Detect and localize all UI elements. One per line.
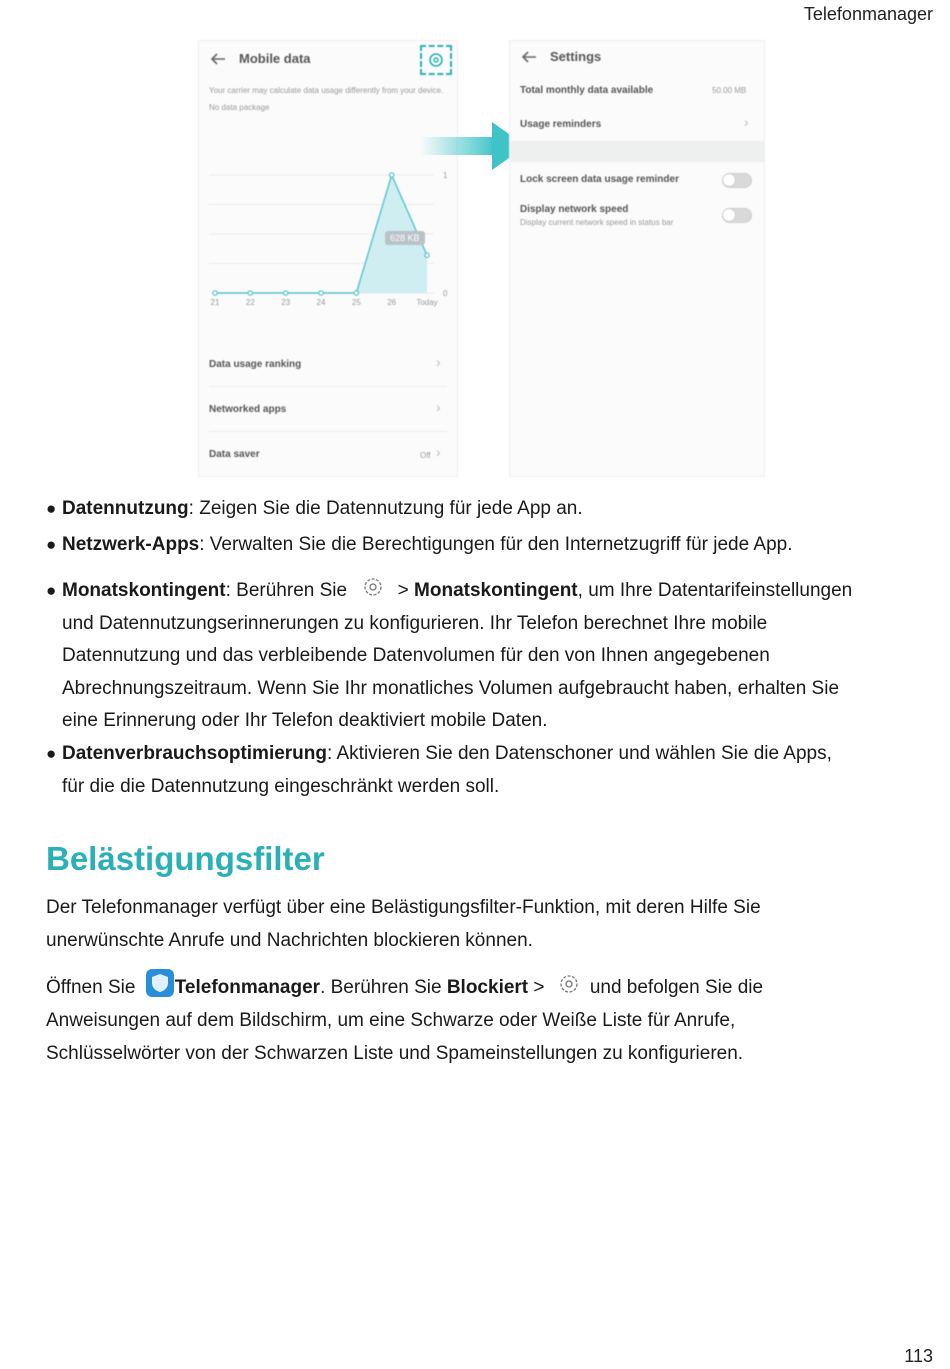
intro-line: Der Telefonmanager verfügt über eine Belästigungsfilter-Funktion, mit deren Hilfe Sie [46,897,761,918]
bullet-line: eine Erinnerung oder Ihr Telefon deaktiviert mobile Daten. [62,710,548,731]
x-tick-label: 26 [387,298,397,307]
usage-badge: 628 KB [385,231,425,245]
bullet-line: für die die Datennutzung eingeschränkt werden soll. [62,775,500,797]
app-name: Telefonmanager [174,977,321,998]
data-point [425,253,429,257]
term: Netzwerk-Apps [62,534,200,555]
bullet-dot: ● [46,535,57,554]
carrier-note: Your carrier may calculate data usage differently from your device. [209,86,444,95]
selected-row-highlight [510,141,764,162]
term-2: Monatskontingent [414,580,578,601]
chevron-right-icon: › [436,354,441,370]
bullet-text: : Zeigen Sie die Datennutzung für jede App an. [188,498,583,519]
x-tick-label: 22 [245,298,255,307]
x-tick-label: 25 [351,298,361,307]
bullet-monthly-quota [46,575,916,738]
data-point [248,291,252,295]
data-point [354,291,358,295]
gt-symbol: > [397,580,409,601]
bullet-text: , um Ihre Datentarifeinstellungen [577,580,853,601]
instr-line: Schlüsselwörter von der Schwarzen Liste und Spameinstellungen zu konfigurieren. [46,1043,744,1064]
bullet-line: Datennutzung und das verbleibende Datenvolumen für den von Ihnen angegebenen [62,645,770,666]
chevron-right-icon: › [744,114,749,130]
x-tick-label: 23 [281,298,291,307]
lock-screen-reminder-row[interactable]: Lock screen data usage reminder [520,174,679,185]
screen-title: Settings [550,49,602,64]
x-tick-label: 21 [210,298,220,307]
gear-icon [356,574,390,600]
data-saver-row[interactable]: Data saver [209,449,260,460]
network-speed-row[interactable]: Display network speed [520,204,629,215]
bullet-text: : Berühren Sie [225,580,348,601]
chevron-right-icon: › [436,444,441,460]
settings-highlight-box[interactable] [420,45,452,75]
settings-screenshot [509,40,765,477]
bullet-dot: ● [46,581,57,600]
data-point [319,291,323,295]
data-saver-value: Off [420,451,431,460]
bullet-line: und Datennutzungserinnerungen zu konfigurieren. Ihr Telefon berechnet Ihre mobile [62,612,768,634]
blocked-label: Blockiert [446,977,529,998]
bullet-data-usage [46,493,916,526]
running-header: Telefonmanager [803,4,933,24]
screen-title: Mobile data [239,51,311,66]
section-title: Belästigungsfilter [46,840,325,877]
bullet-networked-apps [46,529,916,562]
bullet-line: Abrechnungszeitraum. Wenn Sie Ihr monatliches Volumen aufgebraucht haben, erhalten Sie [62,677,840,699]
gear-icon [422,47,450,73]
mobile-data-screenshot [198,40,458,477]
lock-screen-toggle[interactable] [722,173,752,188]
total-monthly-row[interactable]: Total monthly data available [520,85,654,96]
networked-apps-row[interactable]: Networked apps [209,404,287,415]
divider [209,431,447,432]
data-usage-ranking-row[interactable]: Data usage ranking [209,359,302,370]
back-arrow-icon [209,51,227,67]
term: Datennutzung [62,498,189,519]
phone-manager-app-icon [145,968,175,998]
bullet-data-saver [46,738,916,803]
section-intro [46,891,916,957]
section-instructions [46,971,916,1070]
data-point [283,291,287,295]
chevron-right-icon: › [436,399,441,415]
usage-reminders-row[interactable]: Usage reminders [520,119,602,130]
bullet-dot: ● [46,499,57,518]
divider [209,386,447,387]
network-speed-sub: Display current network speed in status bar [520,218,674,227]
instr-text: und befolgen Sie die [589,977,764,998]
package-note: No data package [209,103,270,112]
instr-text: . Berühren Sie [320,977,442,998]
y-tick-label: 0 [443,289,448,298]
intro-line: unerwünschte Anrufe und Nachrichten blockieren können. [46,930,533,951]
term: Monatskontingent [62,580,226,601]
bullet-dot: ● [46,744,57,763]
data-point [213,291,217,295]
page-number: 113 [904,1346,933,1366]
gear-icon [552,971,586,997]
x-tick-label: 24 [316,298,326,307]
instr-text: Öffnen Sie [46,977,136,998]
back-arrow-icon [520,49,538,65]
total-monthly-value: 50.00 MB [712,86,747,95]
y-tick-label: 1 [443,171,448,180]
bullet-text: : Aktivieren Sie den Datenschoner und wählen Sie die Apps, [327,743,832,764]
bullet-text: : Verwalten Sie die Berechtigungen für den Internetzugriff für jede App. [199,534,793,555]
gt-symbol: > [533,977,545,998]
instr-line: Anweisungen auf dem Bildschirm, um eine Schwarze oder Weiße Liste für Anrufe, [46,1010,736,1031]
network-speed-toggle[interactable] [722,208,752,223]
term: Datenverbrauchsoptimierung [62,743,327,764]
data-point [389,173,393,177]
x-tick-label: Today [416,298,438,307]
